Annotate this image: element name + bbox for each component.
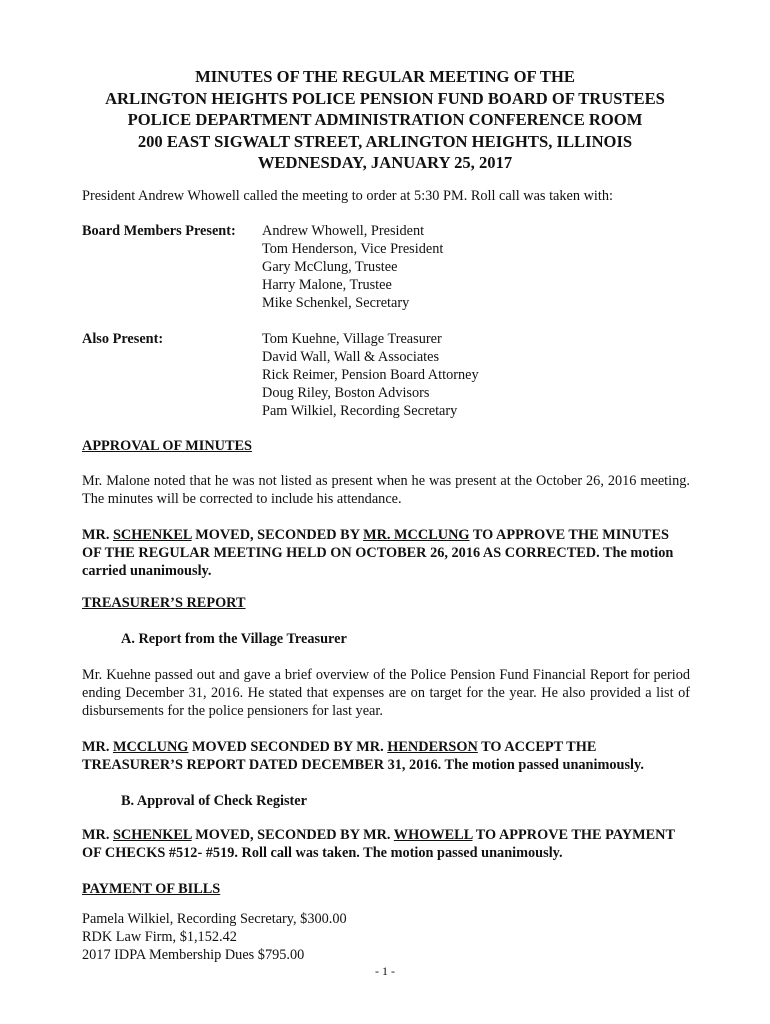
header-line: ARLINGTON HEIGHTS POLICE PENSION FUND BOARD OF TRUSTEES <box>105 88 665 108</box>
motion-text: MOVED SECONDED BY MR. <box>188 739 388 755</box>
board-member: Andrew Whowell, President <box>262 223 425 239</box>
mover-name: MCCLUNG <box>112 739 189 755</box>
motion-text: TO APPROVE THE PAYMENT OF CHECKS #512- #519. Roll call was taken. The motion passed unanimously. <box>82 827 675 861</box>
header-line: WEDNESDAY, JANUARY 25, 2017 <box>257 153 513 172</box>
header-line: MINUTES OF THE REGULAR MEETING OF THE <box>195 67 575 86</box>
seconder-name: WHOWELL <box>393 827 473 843</box>
treasurer-motion <box>82 738 690 774</box>
motion-text: MR. <box>82 739 113 755</box>
bill-item: 2017 IDPA Membership Dues $795.00 <box>82 947 305 963</box>
mover-name: SCHENKEL <box>112 527 192 543</box>
approval-paragraph: Mr. Malone noted that he was not listed as present when he was present at the October 26, 2016 meeting. The minutes will be corrected to include his attendance. <box>82 473 690 507</box>
motion-text: TO APPROVE THE MINUTES OF THE REGULAR MEETING HELD ON OCTOBER 26, 2016 AS CORRECTED. The motion carried unanimously. <box>82 527 674 579</box>
also-present-label: Also Present: <box>82 331 164 347</box>
board-member: Mike Schenkel, Secretary <box>262 295 410 311</box>
check-register-motion <box>82 826 690 862</box>
seconder-name: HENDERSON <box>387 739 478 755</box>
mover-name: SCHENKEL <box>112 827 192 843</box>
bill-item: RDK Law Firm, $1,152.42 <box>82 929 237 945</box>
motion-text: MR. <box>82 527 113 543</box>
intro-paragraph: President Andrew Whowell called the meeting to order at 5:30 PM. Roll call was taken with: <box>82 188 613 204</box>
bills-list <box>82 910 347 964</box>
motion-text: MOVED, SECONDED BY <box>191 527 364 543</box>
also-present-list <box>262 330 479 420</box>
header-line: 200 EAST SIGWALT STREET, ARLINGTON HEIGHTS, ILLINOIS <box>137 131 633 151</box>
board-member: Harry Malone, Trustee <box>262 277 392 293</box>
attendee: David Wall, Wall & Associates <box>262 349 440 365</box>
treasurer-subheading-a: A. Report from the Village Treasurer <box>121 631 347 647</box>
board-member: Gary McClung, Trustee <box>262 259 398 275</box>
treasurer-subheading-b: B. Approval of Check Register <box>121 793 307 809</box>
seconder-name: MR. MCCLUNG <box>363 527 470 543</box>
header-line: POLICE DEPARTMENT ADMINISTRATION CONFERENCE ROOM <box>127 110 643 129</box>
attendee: Pam Wilkiel, Recording Secretary <box>262 403 458 419</box>
bills-heading: PAYMENT OF BILLS <box>82 881 221 897</box>
board-members-list <box>262 222 443 312</box>
document-header <box>0 66 770 174</box>
attendee: Tom Kuehne, Village Treasurer <box>262 331 442 347</box>
approval-motion <box>82 526 690 580</box>
motion-text: MOVED, SECONDED BY MR. <box>191 827 394 843</box>
treasurer-paragraph: Mr. Kuehne passed out and gave a brief overview of the Police Pension Fund Financial Report for period ending December 31, 2016. He stated that expenses are on target for the year. He also provided a list of disbursements for the police pensioners for last year. <box>82 667 690 719</box>
approval-heading: APPROVAL OF MINUTES <box>82 438 252 454</box>
attendee: Doug Riley, Boston Advisors <box>262 385 430 401</box>
attendee: Rick Reimer, Pension Board Attorney <box>262 367 479 383</box>
board-members-label: Board Members Present: <box>82 223 236 239</box>
motion-text: MR. <box>82 827 113 843</box>
bill-item: Pamela Wilkiel, Recording Secretary, $300.00 <box>82 911 347 927</box>
treasurer-heading: TREASURER’S REPORT <box>82 595 246 611</box>
motion-text: TO ACCEPT THE TREASURER’S REPORT DATED DECEMBER 31, 2016. The motion passed unanimously. <box>82 739 644 773</box>
board-member: Tom Henderson, Vice President <box>262 241 444 257</box>
page-number: - 1 - <box>375 964 395 978</box>
